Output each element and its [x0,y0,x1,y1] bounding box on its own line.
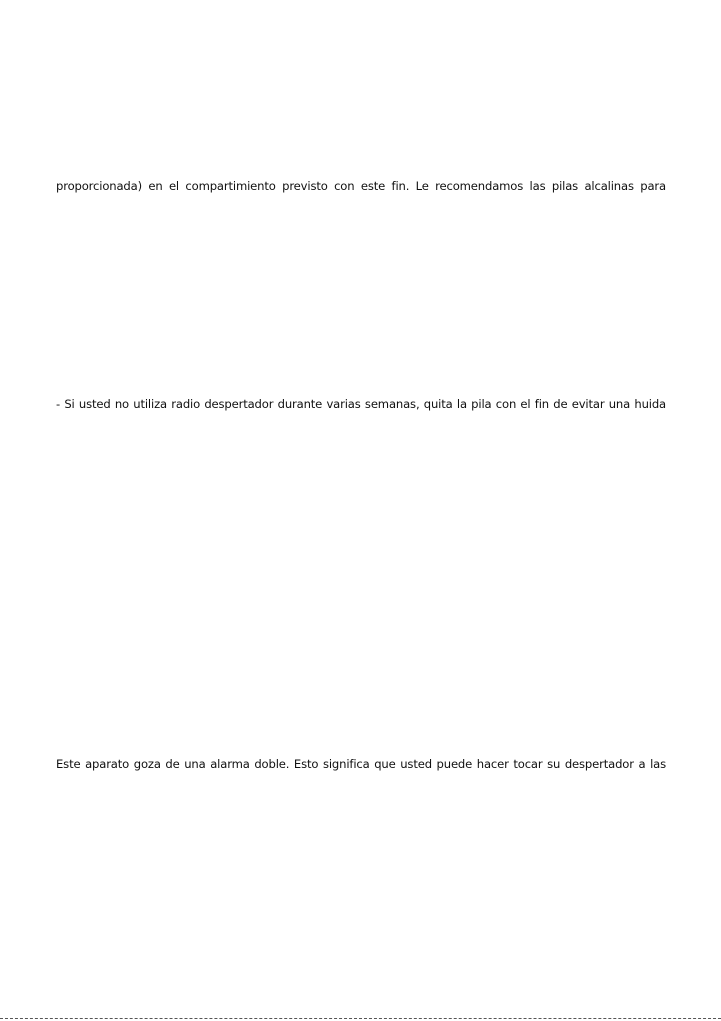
text-line-battery-recommendation: proporcionada) en el compartimiento previsto con este fin. Le recomendamos las pilas alcalinas para [56,179,666,193]
text-line-dual-alarm: Este aparato goza de una alarma doble. Esto significa que usted puede hacer tocar su despertador a las [56,757,666,771]
text-line-remove-battery-warning: - Si usted no utiliza radio despertador durante varias semanas, quita la pila con el fin de evitar una huida [56,397,666,411]
page-bottom-edge [0,1018,721,1019]
